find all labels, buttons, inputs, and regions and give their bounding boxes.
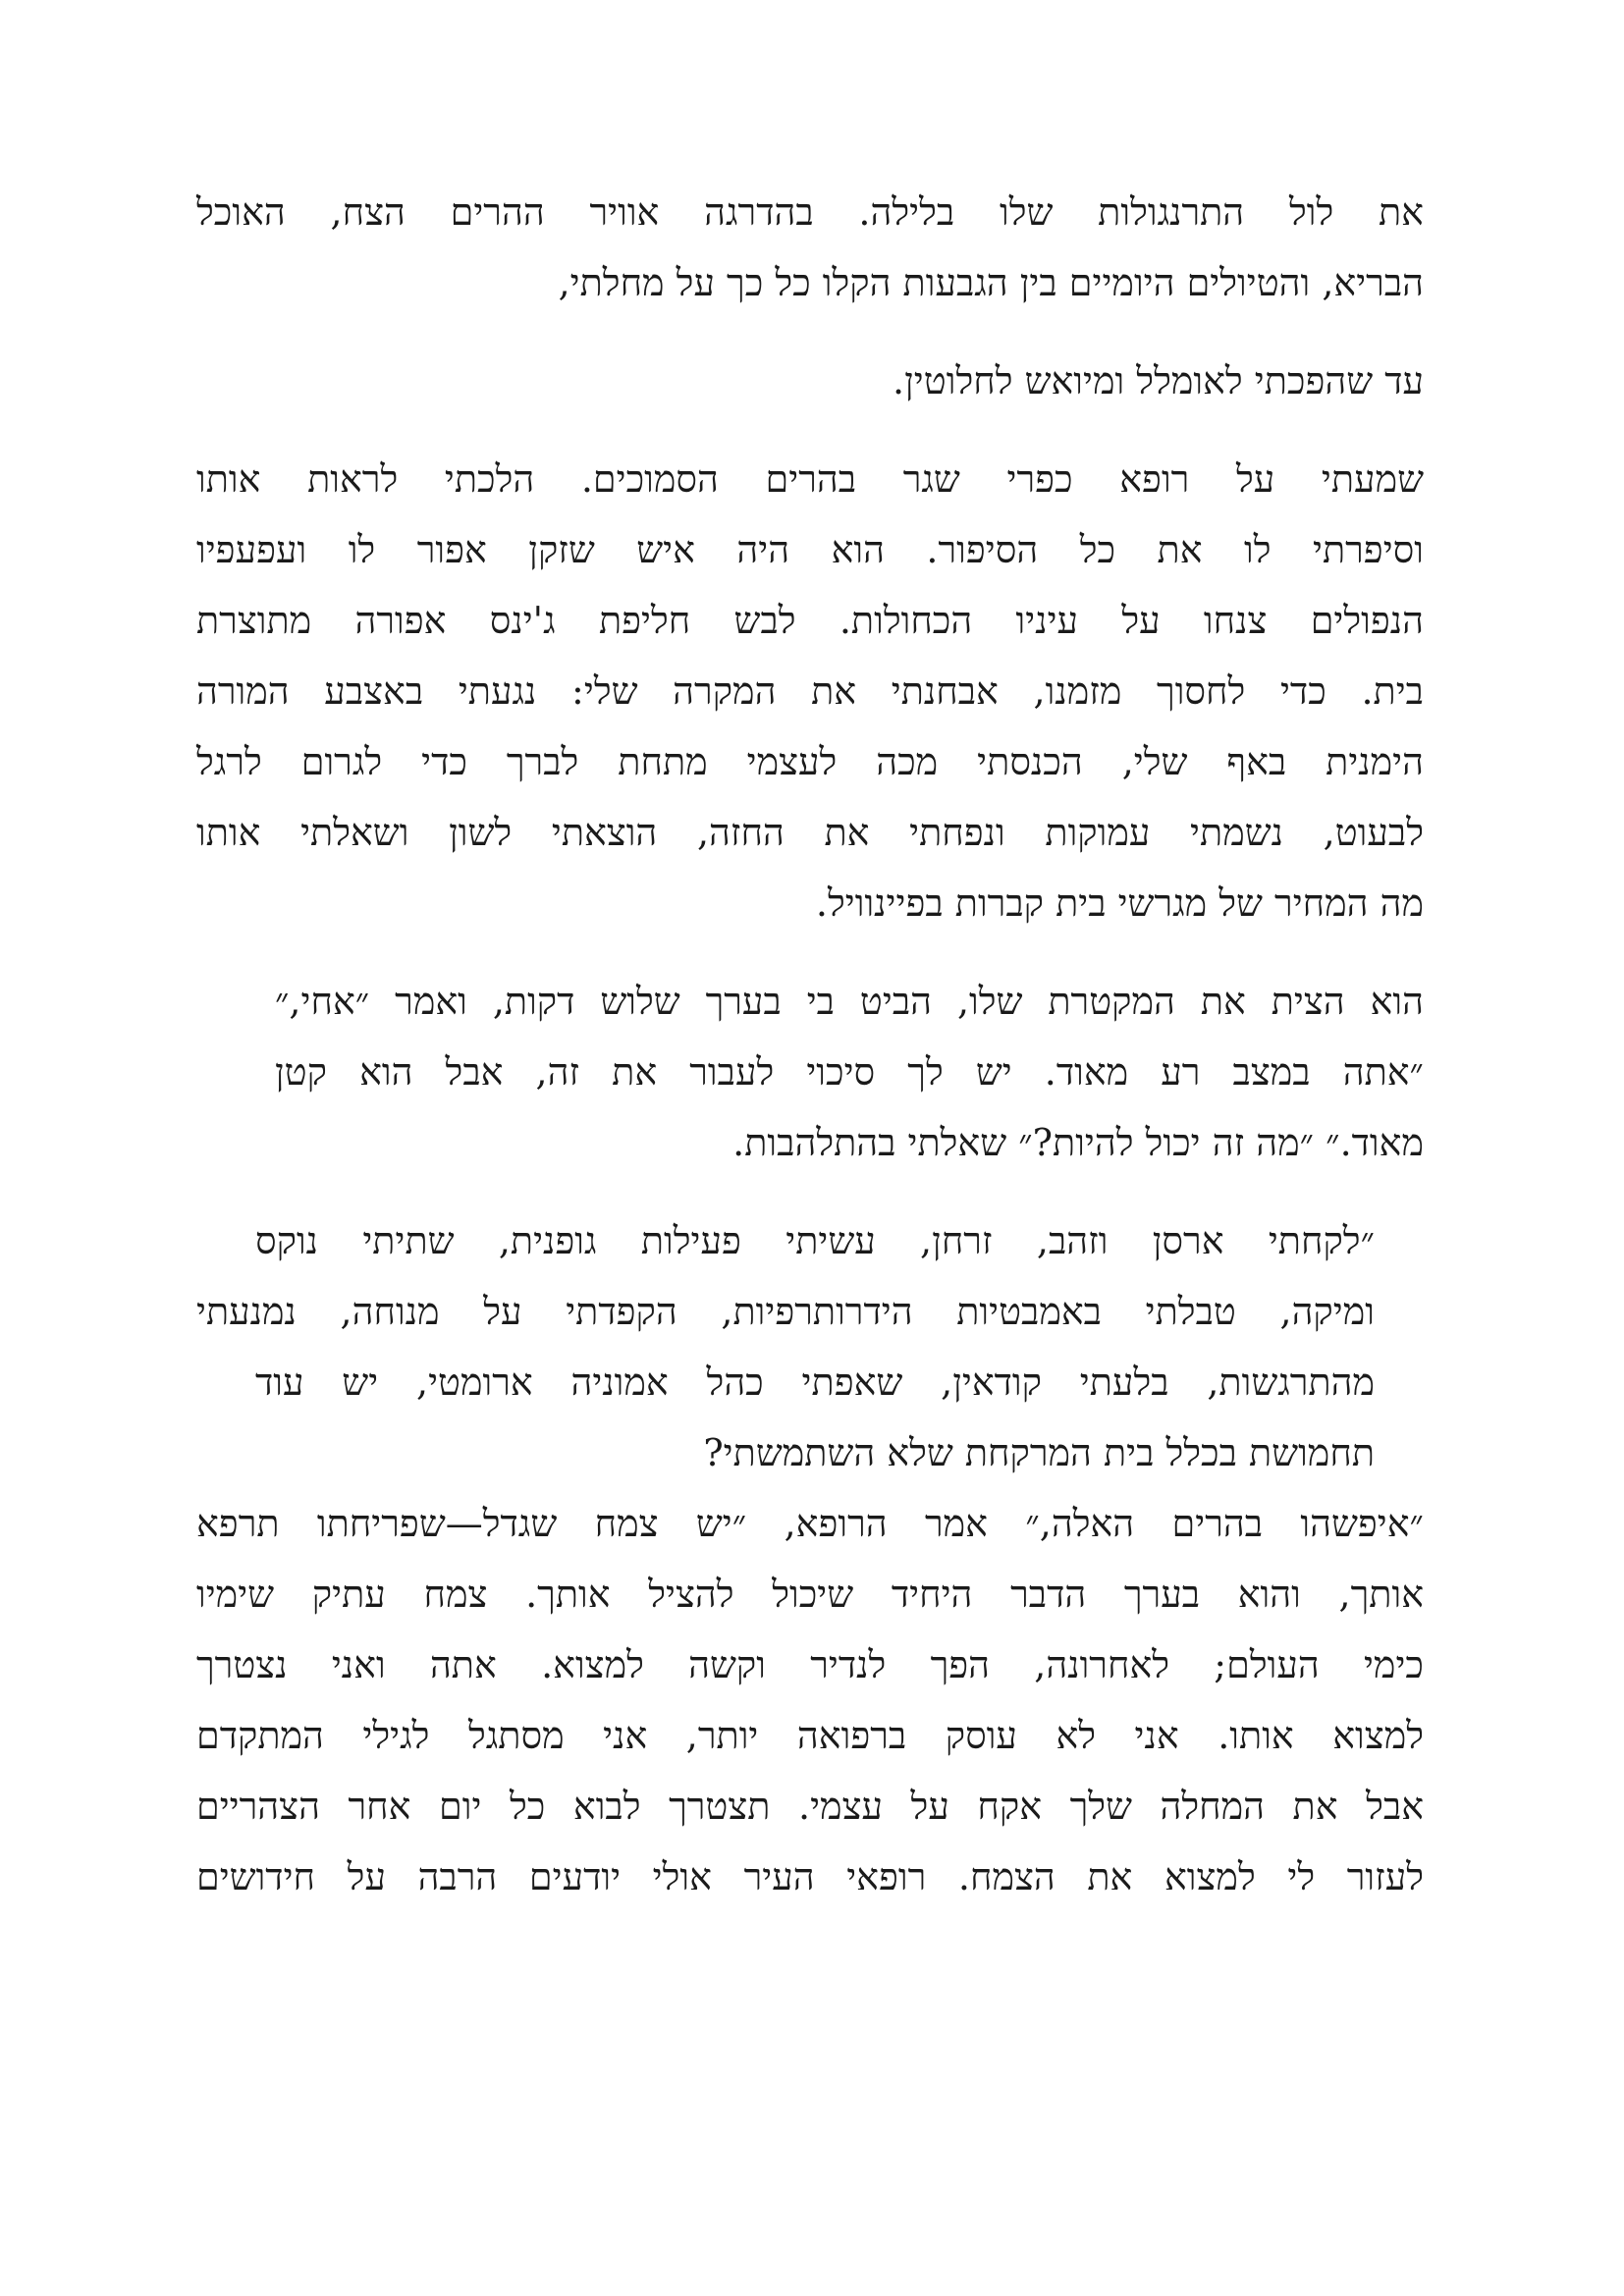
text-line: תחמושת בכלל בית המרקחת שלא השתמשתי? <box>703 1431 1375 1474</box>
text-line: עד שהפכתי לאומלל ומיואש לחלוטין. <box>893 359 1424 402</box>
text-line: למצוא אותו. אני לא עוסק ברפואה יותר, אני מסתגל לגילי המתקדם <box>196 1714 1424 1757</box>
text-line: בית. כדי לחסוך מזמנו, אבחנתי את המקרה שלי: נגעתי באצבע המורה <box>196 669 1424 713</box>
paragraph-4 <box>196 966 1424 1178</box>
document-page <box>196 177 1424 1912</box>
text-line: ״אתה במצב רע מאוד. יש לך סיכוי לעבור את זה, אבל הוא קטן <box>275 1050 1424 1094</box>
text-line: את לול התרנגולות שלו בלילה. בהדרגה אוויר ההרים הצח, האוכל <box>196 190 1424 234</box>
text-line: ״איפשהו בהרים האלה,״ אמר הרופא, ״יש צמח שגדל—שפריחתו תרפא <box>196 1502 1424 1545</box>
text-line: הימנית באף שלי, הכנסתי מכה לעצמי מתחת לברך כדי לגרום לרגל <box>196 740 1424 783</box>
text-line: ומיקה, טבלתי באמבטיות הידרותרפיות, הקפדתי על מנוחה, נמנעתי <box>196 1290 1375 1333</box>
paragraph-6 <box>196 1488 1424 1912</box>
text-line: אותך, והוא בערך הדבר היחיד שיכול להציל אותך. צמח עתיק שימיו <box>196 1573 1424 1616</box>
text-line: מהתרגשות, בלעתי קודאין, שאפתי כהל אמוניה ארומטי, יש עוד <box>255 1361 1375 1404</box>
text-line: הנפולים צנחו על עיניו הכחולות. לבש חליפת ג'ינס אפורה מתוצרת <box>196 599 1424 642</box>
text-line: הוא הצית את המקטרת שלו, הביט בי בערך שלוש דקות, ואמר ״אחי,״ <box>275 980 1424 1023</box>
text-line: וסיפרתי לו את כל הסיפור. הוא היה איש שזקן אפור לו ועפעפיו <box>196 528 1424 571</box>
text-line: לעזור לי למצוא את הצמח. רופאי העיר אולי יודעים הרבה על חידושים <box>196 1855 1424 1898</box>
text-line: שמעתי על רופא כפרי שגר בהרים הסמוכים. הלכתי לראות אותו <box>196 457 1424 501</box>
text-line: אבל את המחלה שלך אקח על עצמי. תצטרך לבוא כל יום אחר הצהריים <box>196 1785 1424 1828</box>
text-line: הבריא, והטיולים היומיים בין הגבעות הקלו כל כך על מחלתי, <box>558 261 1424 304</box>
paragraph-1 <box>196 177 1424 318</box>
text-line: מה המחיר של מגרשי בית קברות בפיינוויל. <box>815 881 1424 925</box>
text-line: ״לקחתי ארסן וזהב, זרחן, עשיתי פעילות גופנית, שתיתי נוקס <box>255 1219 1375 1262</box>
text-line: מאוד.״ ״מה זה יכול להיות?״ שאלתי בהתלהבות. <box>732 1121 1424 1164</box>
paragraph-2 <box>196 346 1424 416</box>
paragraph-3 <box>196 444 1424 938</box>
paragraph-5 <box>196 1205 1424 1488</box>
text-line: לבעוט, נשמתי עמוקות ונפחתי את החזה, הוצאתי לשון ושאלתי אותו <box>196 811 1424 854</box>
text-line: כימי העולם; לאחרונה, הפך לנדיר וקשה למצוא. אתה ואני נצטרך <box>196 1643 1424 1686</box>
